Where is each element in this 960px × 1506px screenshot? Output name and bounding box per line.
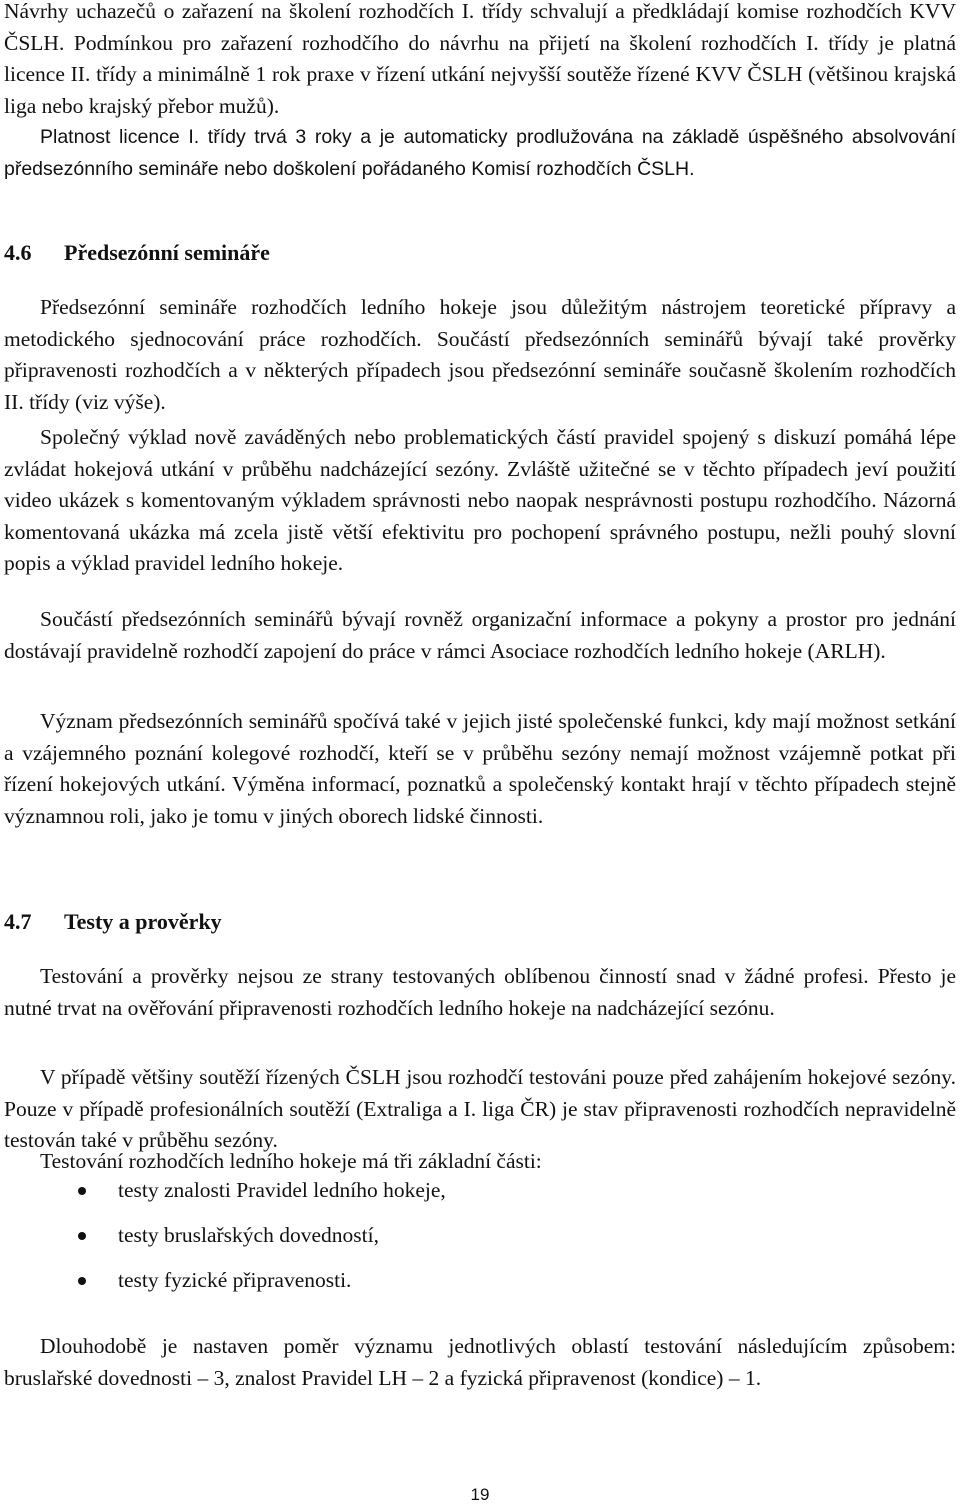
section-4-6-paragraph-3: Součástí předsezónních seminářů bývají rovněž organizační informace a pokyny a prostor pro jednání dostávají pravidelně rozhodčí zapojení do práce v rámci Asociace rozhodčích ledního hokeje (ARLH). — [4, 607, 956, 663]
section-4-6-paragraph-2: Společný výklad nově zaváděných nebo problematických částí pravidel spojený s diskuzí pomáhá lépe zvládat hokejová utkání v průběhu nadcházející sezóny. Zvláště užitečné se v těchto případech jeví použití video ukázek s komentovaným výkladem správnosti nebo naopak nesprávnosti postupu rozhodčího. Názorná komentovaná ukázka má zcela jistě větší efektivitu pro pochopení správného postupu, nežli pouhý slovní popis a výklad pravidel ledního hokeje. — [4, 425, 956, 575]
bullet-icon — [78, 1277, 86, 1285]
section-4-6-paragraph-1: Předsezónní semináře rozhodčích ledního hokeje jsou důležitým nástrojem teoretické přípravy a metodického sjednocování práce rozhodčích. Součástí předsezónních seminářů bývají také prověrky připravenosti rozhodčích a v některých případech jsou předsezónní semináře současně školením rozhodčích II. třídy (viz výše). — [4, 295, 956, 414]
test-parts-list — [78, 1175, 446, 1310]
bullet-icon — [78, 1232, 86, 1240]
list-item-text: testy fyzické připravenosti. — [118, 1268, 352, 1292]
section-4-7-paragraph-2: V případě většiny soutěží řízených ČSLH jsou rozhodčí testováni pouze před zahájením hokejové sezóny. Pouze v případě profesionálních soutěží (Extraliga a I. liga ČR) je stav připravenosti rozhodčích nepravidelně testován také v průběhu sezóny. — [4, 1065, 956, 1152]
section-4-7-heading — [4, 907, 956, 937]
section-4-6-number: 4.6 — [4, 240, 32, 265]
list-item-text: testy bruslařských dovedností, — [118, 1223, 379, 1247]
intro-paragraph-1: Návrhy uchazečů o zařazení na školení rozhodčích I. třídy schvalují a předkládají komise rozhodčích KVV ČSLH. Podmínkou pro zařazení rozhodčího do návrhu na přijetí na školení rozhodčích I. třídy je platná licence II. třídy a minimálně 1 rok praxe v řízení utkání nejvyšší soutěže řízené KVV ČSLH (většinou krajská liga nebo krajský přebor mužů). — [4, 0, 956, 118]
list-item — [78, 1265, 446, 1310]
list-item — [78, 1175, 446, 1220]
intro-paragraph-2: Platnost licence I. třídy trvá 3 roky a je automaticky prodlužována na základě úspěšného absolvování předsezónního semináře nebo doškolení pořádaného Komisí rozhodčích ČSLH. — [4, 126, 956, 180]
page-number: 19 — [470, 1485, 490, 1504]
section-4-7-paragraph-1: Testování a prověrky nejsou ze strany testovaných oblíbenou činností snad v žádné profesi. Přesto je nutné trvat na ověřování připravenosti rozhodčích ledního hokeje na nadcházející sezónu. — [4, 964, 956, 1020]
section-4-7-title: Testy a prověrky — [64, 909, 222, 934]
list-item — [78, 1220, 446, 1265]
section-4-7-closing-paragraph: Dlouhodobě je nastaven poměr významu jednotlivých oblastí testování následujícím způsobem: bruslařské dovednosti – 3, znalost Pravidel LH – 2 a fyzická připravenost (kondice) – 1. — [4, 1334, 956, 1390]
list-item-text: testy znalosti Pravidel ledního hokeje, — [118, 1178, 446, 1202]
section-4-6-paragraph-4: Význam předsezónních seminářů spočívá také v jejich jisté společenské funkci, kdy mají možnost setkání a vzájemného poznání kolegové rozhodčí, kteří se v průběhu sezóny nemají možnost vzájemně potkat při řízení hokejových utkání. Výměna informací, poznatků a společenský kontakt hrají v těchto případech stejně významnou roli, jako je tomu v jiných oborech lidské činnosti. — [4, 709, 956, 828]
section-4-7-number: 4.7 — [4, 909, 32, 934]
section-4-6-title: Předsezónní semináře — [64, 240, 270, 265]
section-4-7-paragraph-3: Testování rozhodčích ledního hokeje má tři základní části: — [40, 1149, 542, 1173]
bullet-icon — [78, 1187, 86, 1195]
section-4-6-heading — [4, 238, 956, 268]
